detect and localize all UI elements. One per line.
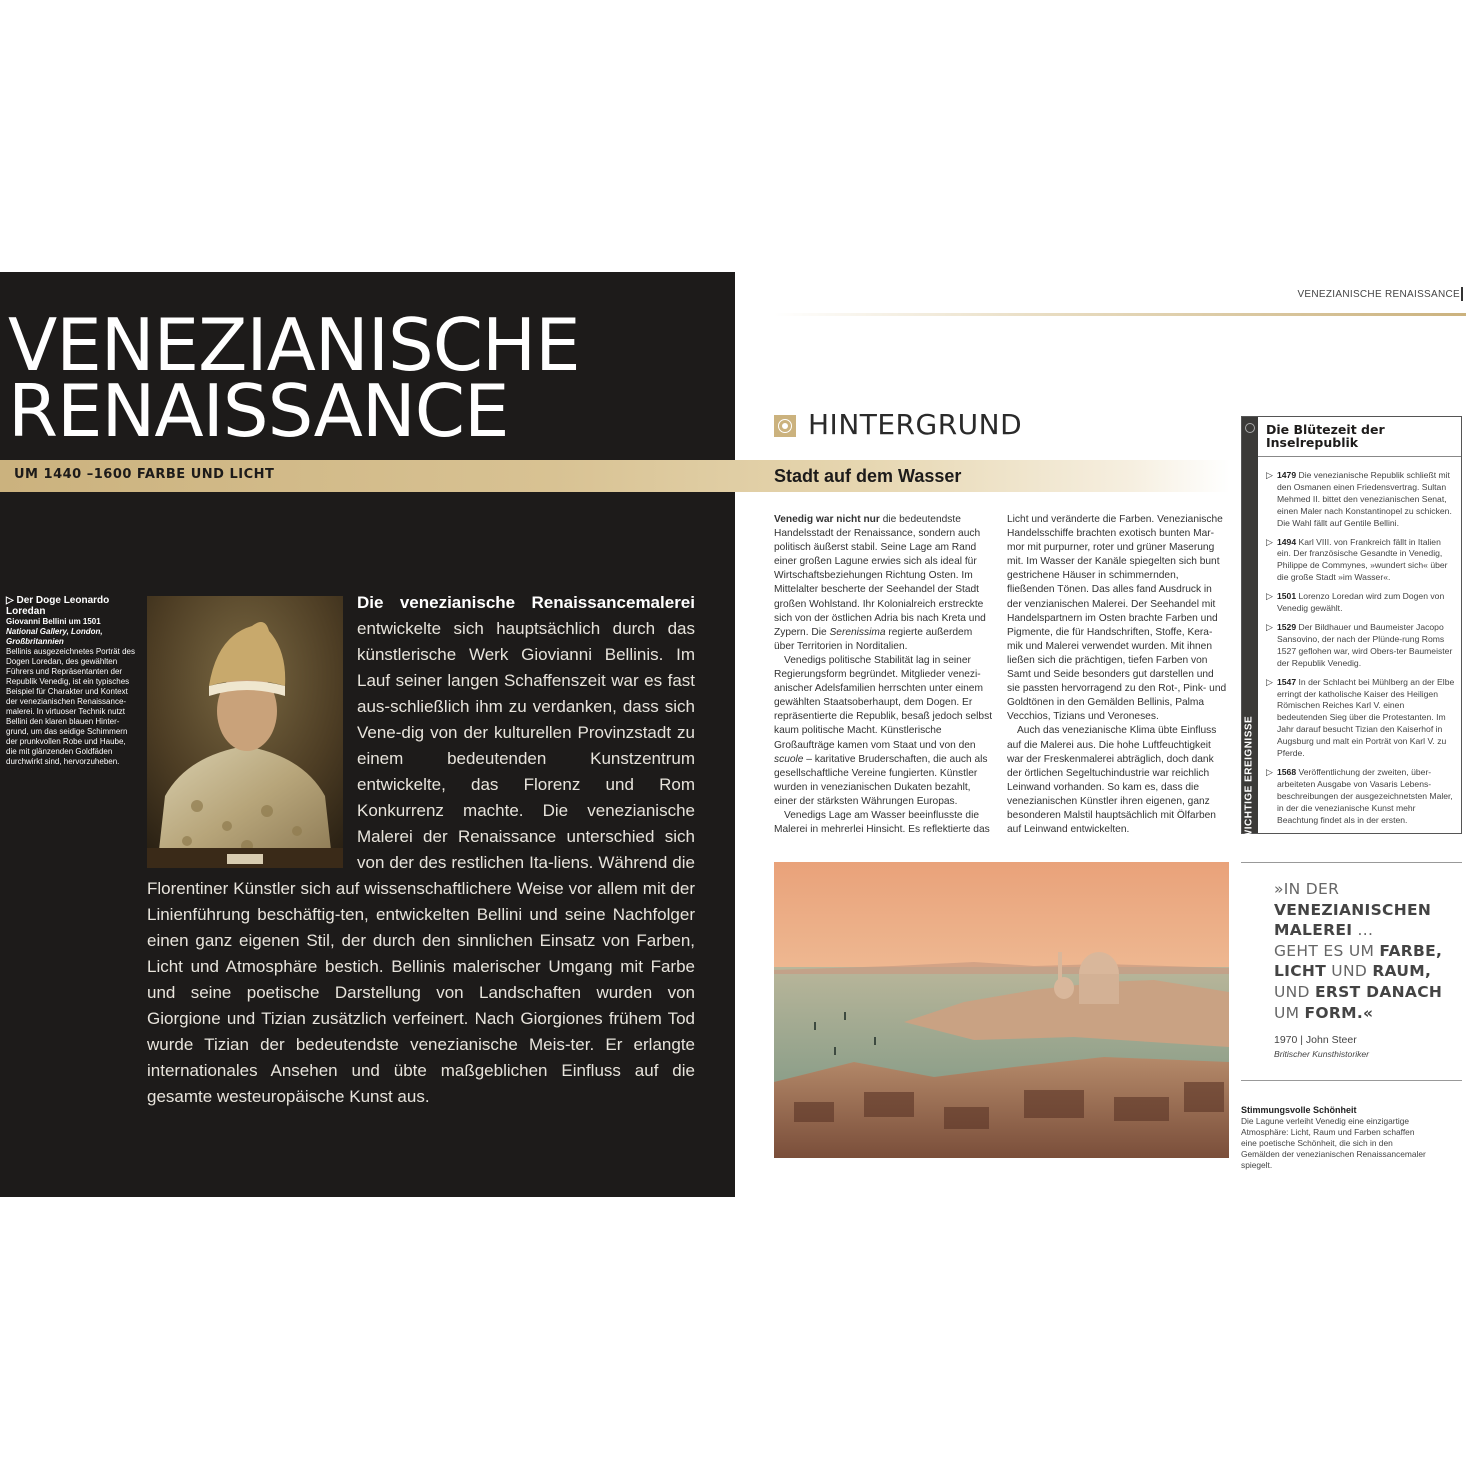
- quote-line: FORM.«: [1304, 1003, 1374, 1022]
- era-label: UM 1440 –1600 FARBE UND LICHT: [14, 467, 275, 482]
- triangle-right-icon: ▷: [1266, 676, 1273, 687]
- running-head: VENEZIANISCHE RENAISSANCE: [1297, 289, 1460, 300]
- chapter-title: VENEZIANISCHE RENAISSANCE: [8, 303, 580, 453]
- timeline-list: [1266, 470, 1456, 833]
- caption-text: Bellinis ausgezeichnetes Porträt des Dogen Loredan, des gewählten Führers und Repräsentanten der Republik Venedig, ist ein typisches Beispiel für Charakter und Kontext der venezianischen Renaissance-malerei. In virtuoser Technik nutzt Bellini den klaren blauen Hinter-grund, um das seidige Schimmern der prunkvollen Robe und Haube, die mit glänzenden Goldfäden durchwirkt sind, hervorzuheben.: [6, 647, 135, 766]
- main-text-lead: Die venezianische Renaissancemalerei: [357, 593, 695, 612]
- main-text: [147, 590, 695, 1110]
- timeline-vertical-label: WICHTIGE EREIGNISSE: [1243, 715, 1255, 840]
- quote-attribution: 1970 | John Steer: [1274, 1034, 1357, 1046]
- quote-role: Britischer Kunsthistoriker: [1274, 1049, 1370, 1059]
- quote-line: ...: [1352, 921, 1374, 940]
- photo-caption-text: Die Lagune verleiht Venedig eine einzigartige Atmosphäre: Licht, Raum und Farben schaffen eine poetische Schönheit, die sich in den Gemälden der venezianischen Renaissancemaler spiegelt.: [1241, 1116, 1426, 1170]
- column-text: Venedigs Lage am Wasser beeinflusste die Malerei in mehrerlei Hinsicht. Es reflektierte das: [774, 809, 990, 836]
- triangle-right-icon: ▷: [1266, 470, 1273, 480]
- triangle-right-icon: ▷: [1266, 536, 1273, 547]
- column-text: Venedigs politische Stabilität lag in seiner Regierungsform begründet. Mitglieder venezi-anischer Adelsfamilien herrschten unter einem gewählten Staatsoberhaupt, dem Dogen. Er repräsentierte die Republik, besaß jedoch selbst kaum politische Macht. Künstlerische Großaufträge kamen vom Staat und von den: [774, 654, 993, 751]
- timeline-item: [1266, 677, 1456, 760]
- main-text-body: entwickelte sich hauptsächlich durch das künstlerische Werk Giovianni Bellinis. Im Lauf seiner langen Schaffenszeit war es fast aus-schließlich ihm zu verdanken, dass sich Vene-dig von der kulturellen Provinzstadt zu einem bedeutenden Kunstzentrum entwickelte, das Florenz und Rom Konkurrenz machte. Die venezianische Malerei der Renaissance unterschied sich von der des restlichen Ita-liens. Während die Florentiner Künstler sich auf wissenschaftlichere Weise vor allem mit der Linienführung beschäftig-ten, entwickelten Bellini und seine Nachfolger einen ganz eigenen Stil, der durch den sinnlichen Einsatz von Farben, Licht und Atmosphäre bestich. Bellinis malerischer Umgang mit Farbe und seine poetische Darstellung von Landschaften wurden von Giorgione und Tizian zusätzlich verfeinert. Nach Giorgiones frühem Tod wurde Tizian der bedeutendste venezianische Meis-ter. Er erlangte internationales Ansehen und übte maßgeblichen Einfluss auf die gesamte westeuropäische Kunst aus.: [147, 619, 695, 1106]
- timeline-year: 1529: [1277, 621, 1297, 632]
- triangle-right-icon: ▷: [1266, 591, 1273, 602]
- timeline-year: 1547: [1277, 676, 1297, 687]
- column-emphasis: scuole: [774, 753, 804, 765]
- quote-line: FARBE,: [1379, 941, 1443, 960]
- photo-caption-title: Stimmungsvolle Schönheit: [1241, 1105, 1357, 1115]
- column-text: – karitative Bruderschaften, die auch als gesellschaftliche Vereine fungierten. Künstler wurden in venezianischen Dukaten bezahlt, einer der stärksten Währungen Europas.: [774, 753, 988, 807]
- venice-photo: [774, 862, 1229, 1158]
- timeline-year: 1568: [1277, 766, 1297, 777]
- quote-line: UND: [1326, 962, 1373, 981]
- triangle-right-icon: ▷: [1266, 621, 1273, 632]
- timeline-year: 1479: [1277, 470, 1297, 480]
- venice-lagoon-illustration: [774, 862, 1229, 1158]
- column-text: die bedeutendste Handelsstadt der Renaissance, sondern auch politisch äußerst stabil. Seine Lage am Rand einer großen Lagune erwies sich als ideal für Wirtschaftsbeziehungen Richtung Osten. Im Mittelalter bescherte der Seehandel der Stadt großen Wohlstand. Ihr Kolonialreich erstreckte sich von der östlichen Adria bis nach Kreta und Zypern. Die: [774, 514, 986, 638]
- column-emphasis: Serenissima: [829, 626, 886, 638]
- quote-rule-bottom: [1241, 1080, 1462, 1081]
- timeline-item: [1266, 767, 1456, 827]
- timeline-box: [1241, 416, 1462, 840]
- quote-line: MALEREI: [1274, 921, 1353, 940]
- timeline-year: 1494: [1277, 536, 1297, 547]
- quote-line: RAUM,: [1372, 962, 1432, 981]
- portrait-caption: [6, 595, 136, 767]
- header-rule: [774, 313, 1466, 316]
- quote-line: VENEZIANISCHEN: [1274, 900, 1432, 919]
- quote-line: ERST DANACH: [1315, 982, 1443, 1001]
- timeline-item: [1266, 622, 1456, 670]
- timeline-text: Veröffentlichung der zweiten, über-arbeiteten Ausgabe von Vasaris Lebens-beschreibungen der ausgezeichnetsten Maler, in der die venezianische Kunst mehr Beachtung findet als in der ersten.: [1277, 766, 1453, 825]
- timeline-item: [1266, 470, 1456, 530]
- column-text: Auch das venezianische Klima übte Einfluss auf die Malerei aus. Die hohe Luftfeuchtigkeit war der Freskenmalerei abträglich, doch dank der örtlichen Segeltuchindustrie war reichlich Leinwand vorhanden. So kam es, dass die venezianischen Künstler ihren eigenen, ganz besonderen Malstil hauptsächlich mit Ölfarben auf Leinwand entwickelten.: [1007, 725, 1217, 836]
- section-heading: Stadt auf dem Wasser: [774, 466, 962, 486]
- timeline-text: Der Bildhauer und Baumeister Jacopo Sansovino, der nach der Plünde-rung Roms 1527 geflohen war, wird Obers-ter Baumeister der Republik Venedig.: [1277, 621, 1453, 668]
- timeline-text: Die venezianische Republik schließt mit den Osmanen einen Friedensvertrag. Sultan Mehmed II. bittet den venezianischen Senat, einen Maler nach Konstantinopel zu schicken. Die Wahl fällt auf Gentile Bellini.: [1277, 470, 1452, 528]
- column-text: Licht und veränderte die Farben. Venezianische Handelsschiffe brachten exotisch bunten Mar-mor mit purpurner, roter und grüner Maserung mit. Im Wasser der Kanäle spiegelten sich bunt gestrichene Häuser in schimmernden, fließenden Tönen. Das alles fand Ausdruck in der venzianischen Malerei. Der Seehandel mit Handelspartnern im Osten brachte Farben und Pigmente, die für Handschriften, Stoffe, Kera-mik und Malerei verwendet wurden. Mit ihnen ließen sich die prächtigen, tiefen Farben von Samt und Seide besonders gut darstellen und sie passten hervorragend zu den Rot-, Pink- und Goldtönen in den Gemälden Bellinis, Palma Vecchios, Tizians und Veroneses.: [1007, 514, 1227, 723]
- quote-line: GEHT ES UM: [1274, 941, 1380, 960]
- triangle-right-icon: ▷: [1266, 766, 1273, 777]
- text-column-1: [774, 513, 994, 837]
- quote-line: LICHT: [1274, 962, 1327, 981]
- timeline-text: Lorenzo Loredan wird zum Dogen von Venedig gewählt.: [1277, 591, 1445, 614]
- quote-line: UM: [1274, 1003, 1305, 1022]
- column-text: regierte außerdem über Territorien in Norditalien.: [774, 626, 973, 652]
- caption-artist: Giovanni Bellini um 1501: [6, 617, 101, 626]
- timeline-year: 1501: [1277, 591, 1297, 602]
- caption-title: ▷ Der Doge Leonardo Loredan: [6, 595, 110, 617]
- timeline-text: Karl VIII. von Frankreich fällt in Italien ein. Der französische Gesandte in Venedig, Philippe de Commynes, »wundert sich« über die große Stadt »im Wasser«.: [1277, 536, 1448, 583]
- caption-source: National Gallery, London, Großbritannien: [6, 627, 103, 646]
- text-column-2: [1007, 513, 1227, 837]
- column-lead: Venedig war nicht nur: [774, 514, 880, 525]
- photo-caption: [1241, 1105, 1431, 1171]
- timeline-rule: [1258, 456, 1461, 457]
- timeline-item: [1266, 591, 1456, 615]
- running-head-bar: [1461, 287, 1463, 301]
- timeline-title: Die Blütezeit der Inselrepublik: [1266, 422, 1385, 450]
- ring-icon: [1245, 423, 1255, 433]
- background-heading: HINTERGRUND: [808, 408, 1023, 441]
- timeline-text: In der Schlacht bei Mühlberg an der Elbe erringt der katholische Kaiser des Heiligen Römischen Reiches Karl V. einen bedeutenden Sieg über die Protestanten. Im Jahr darauf besucht Tizian den Kaiserhof in Augsburg und malt ein Porträt von Karl V. zu Pferde.: [1277, 676, 1455, 759]
- timeline-item: [1266, 537, 1456, 585]
- quote-line: »IN DER: [1274, 880, 1340, 898]
- pull-quote: [1274, 879, 1459, 1023]
- quote-line: UND: [1274, 982, 1316, 1001]
- target-icon: [774, 415, 796, 437]
- quote-rule-top: [1241, 862, 1462, 863]
